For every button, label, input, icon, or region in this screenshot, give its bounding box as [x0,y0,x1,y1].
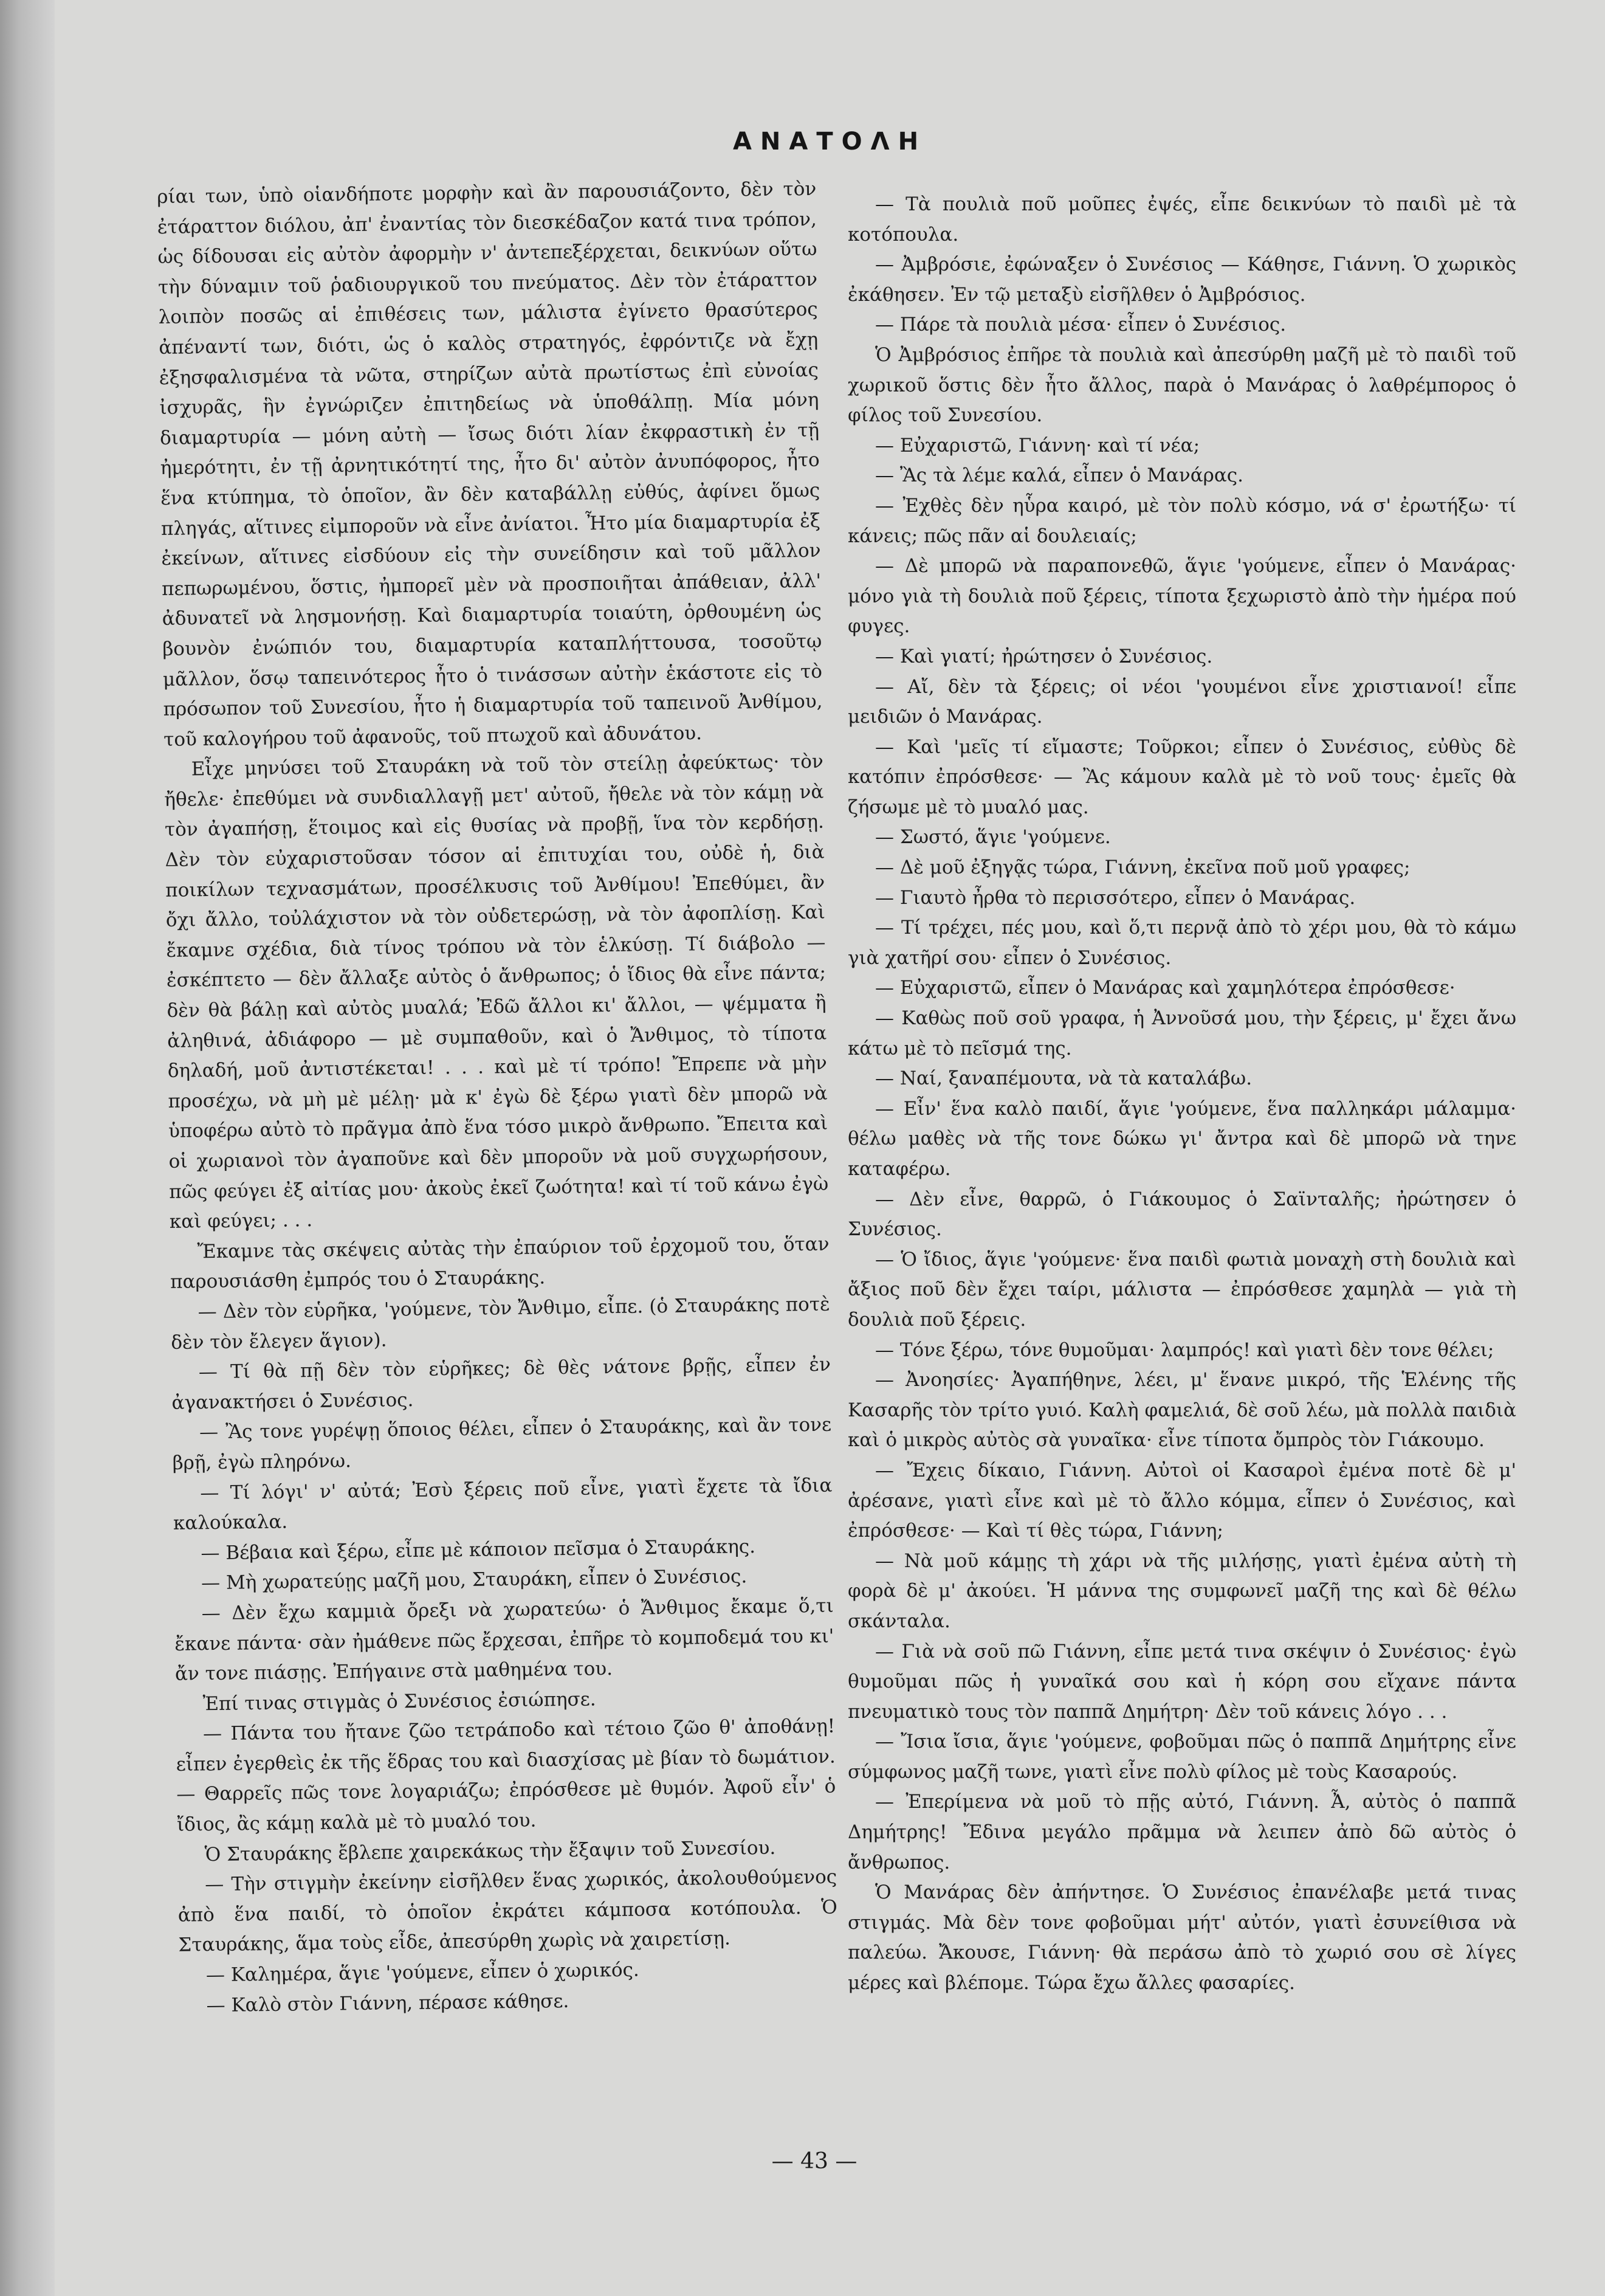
dialogue-line: — Ἔχεις δίκαιο, Γιάννη. Αὐτοὶ οἱ Κασαροὶ ἐμένα ποτὲ δὲ μ' ἀρέσανε, γιατὶ εἶνε καὶ μὲ τὸ ἄλλο κόμμα, εἶπεν ὁ Συνέσιος, καὶ ἐπρόσθεσε· — Καὶ τί θὲς τώρα, Γιάννη; [848,1459,1516,1542]
dialogue-line: — Εἶν' ἕνα καλὸ παιδί, ἅγιε 'γούμενε, ἕνα παλληκάρι μάλαμμα· θέλω μαθὲς νὰ τῆς τονε δώκω γι' ἄντρα καὶ δὲ μπορῶ νὰ τηνε καταφέρω. [848,1097,1516,1180]
paragraph: Ὁ Σταυράκης ἔβλεπε χαιρεκάκως τὴν ἔξαψιν τοῦ Συνεσίου. [204,1836,776,1866]
dialogue-line: — Δὲν εἶνε, θαρρῶ, ὁ Γιάκουμος ὁ Σαϊνταλῆς; ἠρώτησεν ὁ Συνέσιος. [848,1188,1516,1241]
paragraph: Εἶχε μηνύσει τοῦ Σταυράκη νὰ τοῦ τὸν στείλῃ ἀφεύκτως· τὸν ἤθελε· ἐπεθύμει νὰ συνδιαλλαγῇ μετ' αὐτοῦ, ἤθελε νὰ τὸν κάμῃ νὰ τὸν ἀγαπήσῃ, ἕτοιμος καὶ εἰς θυσίας νὰ προβῇ, ἵνα τὸν κερδήσῃ. Δὲν τὸν εὐχαριστοῦσαν τόσον αἱ ἐπιτυχίαι του, οὐδὲ ἡ, διὰ ποικίλων τεχνασμάτων, προσέλκυσις τοῦ Ἀνθίμου! Ἐπεθύμει, ἂν ὄχι ἄλλο, τοὐλάχιστον νὰ τὸν οὐδετερώσῃ, νὰ τὸν ἀφοπλίσῃ. Καὶ ἔκαμνε σχέδια, διὰ τίνος τρόπου νὰ τὸν ἑλκύσῃ. Τί διάβολο — ἐσκέπτετο — δὲν ἄλλαξε αὐτὸς ὁ ἄνθρωπος; ὁ ἴδιος θὰ εἶνε πάντα; δὲν θὰ βάλῃ καὶ αὐτὸς μυαλά; Ἐδῶ ἄλλοι κι' ἄλλοι, — ψέμματα ἢ ἀληθινά, ἀδιάφορο — μὲ συμπαθοῦν, καὶ ὁ Ἄνθιμος, τὸ τίποτα δηλαδή, μοῦ ἀντιστέκεται! . . . καὶ μὲ τί τρόπο! Ἔπρεπε νὰ μὴν προσέχω, νὰ μὴ μὲ μέλῃ· μὰ κ' ἐγὼ δὲ ξέρω γιατὶ δὲν μπορῶ νὰ ὑποφέρω αὐτὸ τὸ πρᾶγμα ἀπὸ ἕνα τόσο μικρὸ ἄνθρωπο. Ἔπειτα καὶ οἱ χωριανοὶ τὸν ἀγαποῦνε καὶ δὲν μποροῦν νὰ μοῦ συγχωρήσουν, πῶς φεύγει ἐξ αἰτίας μου· ἀκοὺς ἐκεῖ ζωότητα! καὶ τί τοῦ κάνω ἐγὼ καὶ φεύγει; . . . [164,750,829,1233]
dialogue-line: — Αἴ, δὲν τὰ ξέρεις; οἱ νέοι 'γουμένοι εἶνε χριστιανοί! εἶπε μειδιῶν ὁ Μανάρας. [848,675,1516,728]
paragraph: ρίαι των, ὑπὸ οἱανδήποτε μορφὴν καὶ ἂν παρουσιάζοντο, δὲν τὸν ἐτάραττον διόλου, ἀπ' ἐναντίας τὸν διεσκέδαζον κατά τινα τρόπον, ὡς δίδουσαι εἰς αὐτὸν ἀφορμὴν ν' ἀντεπεξέρχεται, δεικνύων οὕτω τὴν δύναμιν τοῦ ῥαδιουργικοῦ του πνεύματος. Δὲν τὸν ἐτάραττον λοιπὸν ποσῶς αἱ ἐπιθέσεις των, μάλιστα ἐγίνετο θρασύτερος ἀπέναντί των, διότι, ὡς ὁ καλὸς στρατηγός, ἐφρόντιζε νὰ ἔχῃ ἐξησφαλισμένα τὰ νῶτα, στηρίζων αὐτὰ πρωτίστως ἐπὶ εὐνοίας ἰσχυρᾶς, ἣν ἐγνώριζεν ἐπιτηδείως νὰ ὑποθάλπῃ. Μία μόνη διαμαρτυρία — μόνη αὐτὴ — ἴσως διότι λίαν ἐκφραστικὴ ἐν τῇ ἠμερότητι, ἐν τῇ ἀρνητικότητί της, ἦτο δι' αὐτὸν ἀνυπόφορος, ἦτο ἕνα κτύπημα, τὸ ὁποῖον, ἂν δὲν καταβάλλῃ εὐθύς, ἀφίνει ὅμως πληγάς, αἵτινες εἰμποροῦν νὰ εἶνε ἀνίατοι. Ἦτο μία διαμαρτυρία ἐξ ἐκείνων, αἵτινες εἰσδύουν εἰς τὴν συνείδησιν καὶ τοῦ μᾶλλον πεπωρωμένου, ὅστις, ἠμπορεῖ μὲν νὰ προσποιῆται ἀπάθειαν, ἀλλ' ἀδυνατεῖ νὰ λησμονήσῃ. Καὶ διαμαρτυρία τοιαύτη, ὀρθουμένη ὡς βουνὸν ἐνώπιόν του, διαμαρτυρία καταπλήττουσα, τοσοῦτῳ μᾶλλον, ὅσῳ ταπεινότερος ἦτο ὁ τινάσσων αὐτὴν ἑκάστοτε εἰς τὸ πρόσωπον τοῦ Συνεσίου, ἦτο ἡ διαμαρτυρία τοῦ ταπεινοῦ Ἀνθίμου, τοῦ καλογήρου τοῦ ἀφανοῦς, τοῦ πτωχοῦ καὶ ἀδυνάτου. [157,178,823,751]
dialogue-line: — Γιὰ νὰ σοῦ πῶ Γιάννη, εἶπε μετά τινα σκέψιν ὁ Συνέσιος· ἐγὼ θυμοῦμαι πῶς ἡ γυναῖκά σου καὶ ἡ κόρη σου εἴχανε πάντα πνευματικὸ τους τὸν παππᾶ Δημήτρη· Δὲν τοῦ κάνεις λόγο . . . [848,1640,1516,1723]
paragraph: Ὁ Ἀμβρόσιος ἐπῆρε τὰ πουλιὰ καὶ ἀπεσύρθη μαζῆ μὲ τὸ παιδὶ τοῦ χωρικοῦ ὅστις δὲν ἦτο ἄλλος, παρὰ ὁ Μανάρας ὁ λαθρέμπορος ὁ φίλος τοῦ Συνεσίου. [848,343,1516,427]
dialogue-line: — Ἐπερίμενα νὰ μοῦ τὸ πῇς αὐτό, Γιάννη. Ἆ, αὐτὸς ὁ παππᾶ Δημήτρης! Ἔδινα μεγάλο πρᾶμμα νὰ λειπεν ἀπὸ δῶ αὐτὸς ὁ ἄνθρωπος. [848,1791,1516,1874]
paragraph: Ἐπί τινας στιγμὰς ὁ Συνέσιος ἐσιώπησε. [202,1688,596,1715]
paragraph: Ἔκαμνε τὰς σκέψεις αὐτὰς τὴν ἐπαύριον τοῦ ἐρχομοῦ του, ὅταν παρουσιάσθη ἐμπρός του ὁ Σταυράκης. [170,1233,830,1294]
dialogue-line: — Δὲ μπορῶ νὰ παραπονεθῶ, ἅγιε 'γούμενε, εἶπεν ὁ Μανάρας· μόνο γιὰ τὴ δουλιὰ ποῦ ξέρεις, τίποτα ξεχωριστὸ ἀπὸ τὴν ἡμέρα πού φυγες. [848,555,1516,638]
dialogue-line: — Δὲ μοῦ ἐξηγᾷς τώρα, Γιάννη, ἐκεῖνα ποῦ μοῦ γραφες; [875,857,1411,879]
paragraph: Ὁ Μανάρας δὲν ἀπήντησε. Ὁ Συνέσιος ἐπανέλαβε μετά τινας στιγμάς. Μὰ δὲν τονε φοβοῦμαι μήτ' αὐτόν, γιατὶ ἐσυνείθισα νὰ παλεύω. Ἄκουσε, Γιάννη· θὰ περάσω ἀπὸ τὸ χωριό σου σὲ λίγες μέρες καὶ βλέπομε. Τώρα ἔχω ἄλλες φασαρίες. [848,1881,1516,1994]
dialogue-line: — Τὴν στιγμὴν ἐκείνην εἰσῆλθεν ἕνας χωρικός, ἀκολουθούμενος ἀπὸ ἕνα παιδί, τὸ ὁποῖον ἐκράτει κάμποσα κοτόπουλα. Ὁ Σταυράκης, ἅμα τοὺς εἶδε, ἀπεσύρθη χωρὶς νὰ χαιρετίσῃ. [177,1866,837,1957]
page-number: — 43 — [771,2149,857,2174]
dialogue-line: — Καλὸ στὸν Γιάννη, πέρασε κάθησε. [206,1990,569,2016]
dialogue-line: — Καλημέρα, ἅγιε 'γούμενε, εἶπεν ὁ χωρικός. [205,1959,639,1987]
dialogue-line: — Ἐχθὲς δὲν ηὗρα καιρό, μὲ τὸν πολὺ κόσμο, νά σ' ἐρωτήξω· τί κάνεις; πῶς πᾶν αἱ δουλειαίς; [848,494,1516,547]
dialogue-line: — Εὐχαριστῶ, εἶπεν ὁ Μανάρας καὶ χαμηλότερα ἐπρόσθεσε· [875,977,1455,999]
dialogue-line: — Τόνε ξέρω, τόνε θυμοῦμαι· λαμπρός! καὶ γιατὶ δὲν τονε θέλει; [875,1339,1494,1361]
dialogue-line: — Ἂς τονε γυρέψῃ ὅποιος θέλει, εἶπεν ὁ Σταυράκης, καὶ ἂν τονε βρῇ, ἐγὼ πληρόνω. [172,1413,832,1474]
dialogue-line: — Βέβαια καὶ ξέρω, εἶπε μὲ κάποιον πεῖσμα ὁ Σταυράκης. [201,1535,756,1564]
dialogue-line: — Ἴσια ἴσια, ἅγιε 'γούμενε, φοβοῦμαι πῶς ὁ παππᾶ Δημήτρης εἶνε σύμφωνος μαζῆ τωνε, γιατὶ εἶνε πολὺ φίλος μὲ τοὺς Κασαρούς. [848,1731,1516,1783]
dialogue-line: — Ἀμβρόσιε, ἐφώναξεν ὁ Συνέσιος — Κάθησε, Γιάννη. Ὁ χωρικὸς ἐκάθησεν. Ἐν τῷ μεταξὺ εἰσῆλθεν ὁ Ἀμβρόσιος. [848,253,1516,306]
dialogue-line: — Πάρε τὰ πουλιὰ μέσα· εἶπεν ὁ Συνέσιος. [875,314,1287,336]
dialogue-line: — Μὴ χωρατεύῃς μαζῆ μου, Σταυράκη, εἶπεν ὁ Συνέσιος. [201,1565,748,1594]
dialogue-line: — Πάντα του ἤτανε ζῶο τετράποδο καὶ τέτοιο ζῶο θ' ἀποθάνῃ! εἶπεν ἐγερθεὶς ἐκ τῆς ἕδρας του καὶ διασχίσας μὲ βίαν τὸ δωμάτιον. — Θαρρεῖς πῶς τονε λογαριάζω; ἐπρόσθεσε μὲ θυμόν. Ἀφοῦ εἶν' ὁ ἴδιος, ἂς κάμῃ καλὰ μὲ τὸ μυαλό του. [176,1715,836,1836]
dialogue-line: — Σωστό, ἅγιε 'γούμενε. [875,826,1111,849]
dialogue-line: — Τί θὰ πῇ δὲν τὸν εὑρῆκες; δὲ θὲς νάτονε βρῇς, εἶπεν ἐν ἀγανακτήσει ὁ Συνέσιος. [171,1353,831,1414]
dialogue-line: — Δὲν ἔχω καμμιὰ ὄρεξι νὰ χωρατεύω· ὁ Ἄνθιμος ἔκαμε ὅ,τι ἔκανε πάντα· σὰν ἠμάθενε πῶς ἔρχεσαι, ἐπῆρε τὸ κομποδεμά του κι' ἄν τονε πιάσῃς. Ἐπήγαινε στὰ μαθημένα του. [174,1594,834,1685]
dialogue-line: — Ναί, ξαναπέμουτα, νὰ τὰ καταλάβω. [875,1067,1253,1090]
dialogue-line: — Καὶ 'μεῖς τί εἴμαστε; Τοῦρκοι; εἶπεν ὁ Συνέσιος, εὐθὺς δὲ κατόπιν ἐπρόσθεσε· — Ἂς κάμουν καλὰ μὲ τὸ νοῦ τους· ἐμεῖς θὰ ζήσωμε μὲ τὸ μυαλό μας. [848,736,1516,818]
dialogue-line: — Γιαυτὸ ἦρθα τὸ περισσότερο, εἶπεν ὁ Μανάρας. [875,886,1356,909]
dialogue-line: — Ἀνοησίες· Ἀγαπήθηνε, λέει, μ' ἕνανε μικρό, τῆς Ἑλένης τῆς Κασαρῆς τὸν τρίτο γυιό. Καλὴ φαμελιά, δὲ σοῦ λέω, μὰ πολλὰ παιδιὰ καὶ ὁ μικρὸς αὐτὸς σὰ γυναῖκα· εἶνε τίποτα ὄμπρὸς τὸν Γιάκουμο. [848,1369,1516,1452]
dialogue-line: — Τί τρέχει, πές μου, καὶ ὅ,τι περνᾷ ἀπὸ τὸ χέρι μου, θὰ τὸ κάμω γιὰ χατῆρί σου· εἶπεν ὁ Συνέσιος. [848,917,1516,969]
right-text-column [848,190,1516,2171]
dialogue-line: — Νὰ μοῦ κάμῃς τὴ χάρι νὰ τῆς μιλήσῃς, γιατὶ ἐμένα αὐτὴ τὴ φορὰ δὲ μ' ἀκούει. Ἡ μάννα της συμφωνεῖ μαζῆ της καὶ δὲ θέλω σκάνταλα. [848,1550,1516,1632]
book-page [55,0,1605,2296]
dialogue-line: — Καθὼς ποῦ σοῦ γραφα, ἡ Ἀννοῦσά μου, τὴν ξέρεις, μ' ἔχει ἄνω κάτω μὲ τὸ πεῖσμά της. [848,1007,1516,1060]
dialogue-line: — Καὶ γιατί; ἠρώτησεν ὁ Συνέσιος. [875,645,1213,667]
book-binding-shadow [0,0,55,2296]
dialogue-line: — Ὁ ἴδιος, ἅγιε 'γούμενε· ἕνα παιδὶ φωτιὰ μοναχὴ στὴ δουλιὰ καὶ ἄξιος ποῦ δὲν ἔχει ταίρι, μάλιστα — ἐπρόσθεσε χαμηλὰ — γιὰ τὴ δουλιὰ ποῦ ξέρεις. [848,1248,1516,1331]
dialogue-line: — Δὲν τὸν εὑρῆκα, 'γούμενε, τὸν Ἄνθιμο, εἶπε. (ὁ Σταυράκης ποτὲ δὲν τὸν ἔλεγεν ἅγιον). [171,1293,830,1354]
dialogue-line: — Τὰ πουλιὰ ποῦ μοῦπες ἐψές, εἶπε δεικνύων τὸ παιδὶ μὲ τὰ κοτόπουλα. [848,193,1516,246]
dialogue-line: — Εὐχαριστῶ, Γιάννη· καὶ τί νέα; [875,434,1200,457]
dialogue-line: — Ἂς τὰ λέμε καλά, εἶπεν ὁ Μανάρας. [875,464,1243,487]
dialogue-line: — Τί λόγι' ν' αὐτά; Ἐσὺ ξέρεις ποῦ εἶνε, γιατὶ ἔχετε τὰ ἴδια καλούκαλα. [173,1474,833,1534]
running-header: ΑΝΑΤΟΛΗ [732,128,927,156]
left-text-column [157,174,840,2164]
